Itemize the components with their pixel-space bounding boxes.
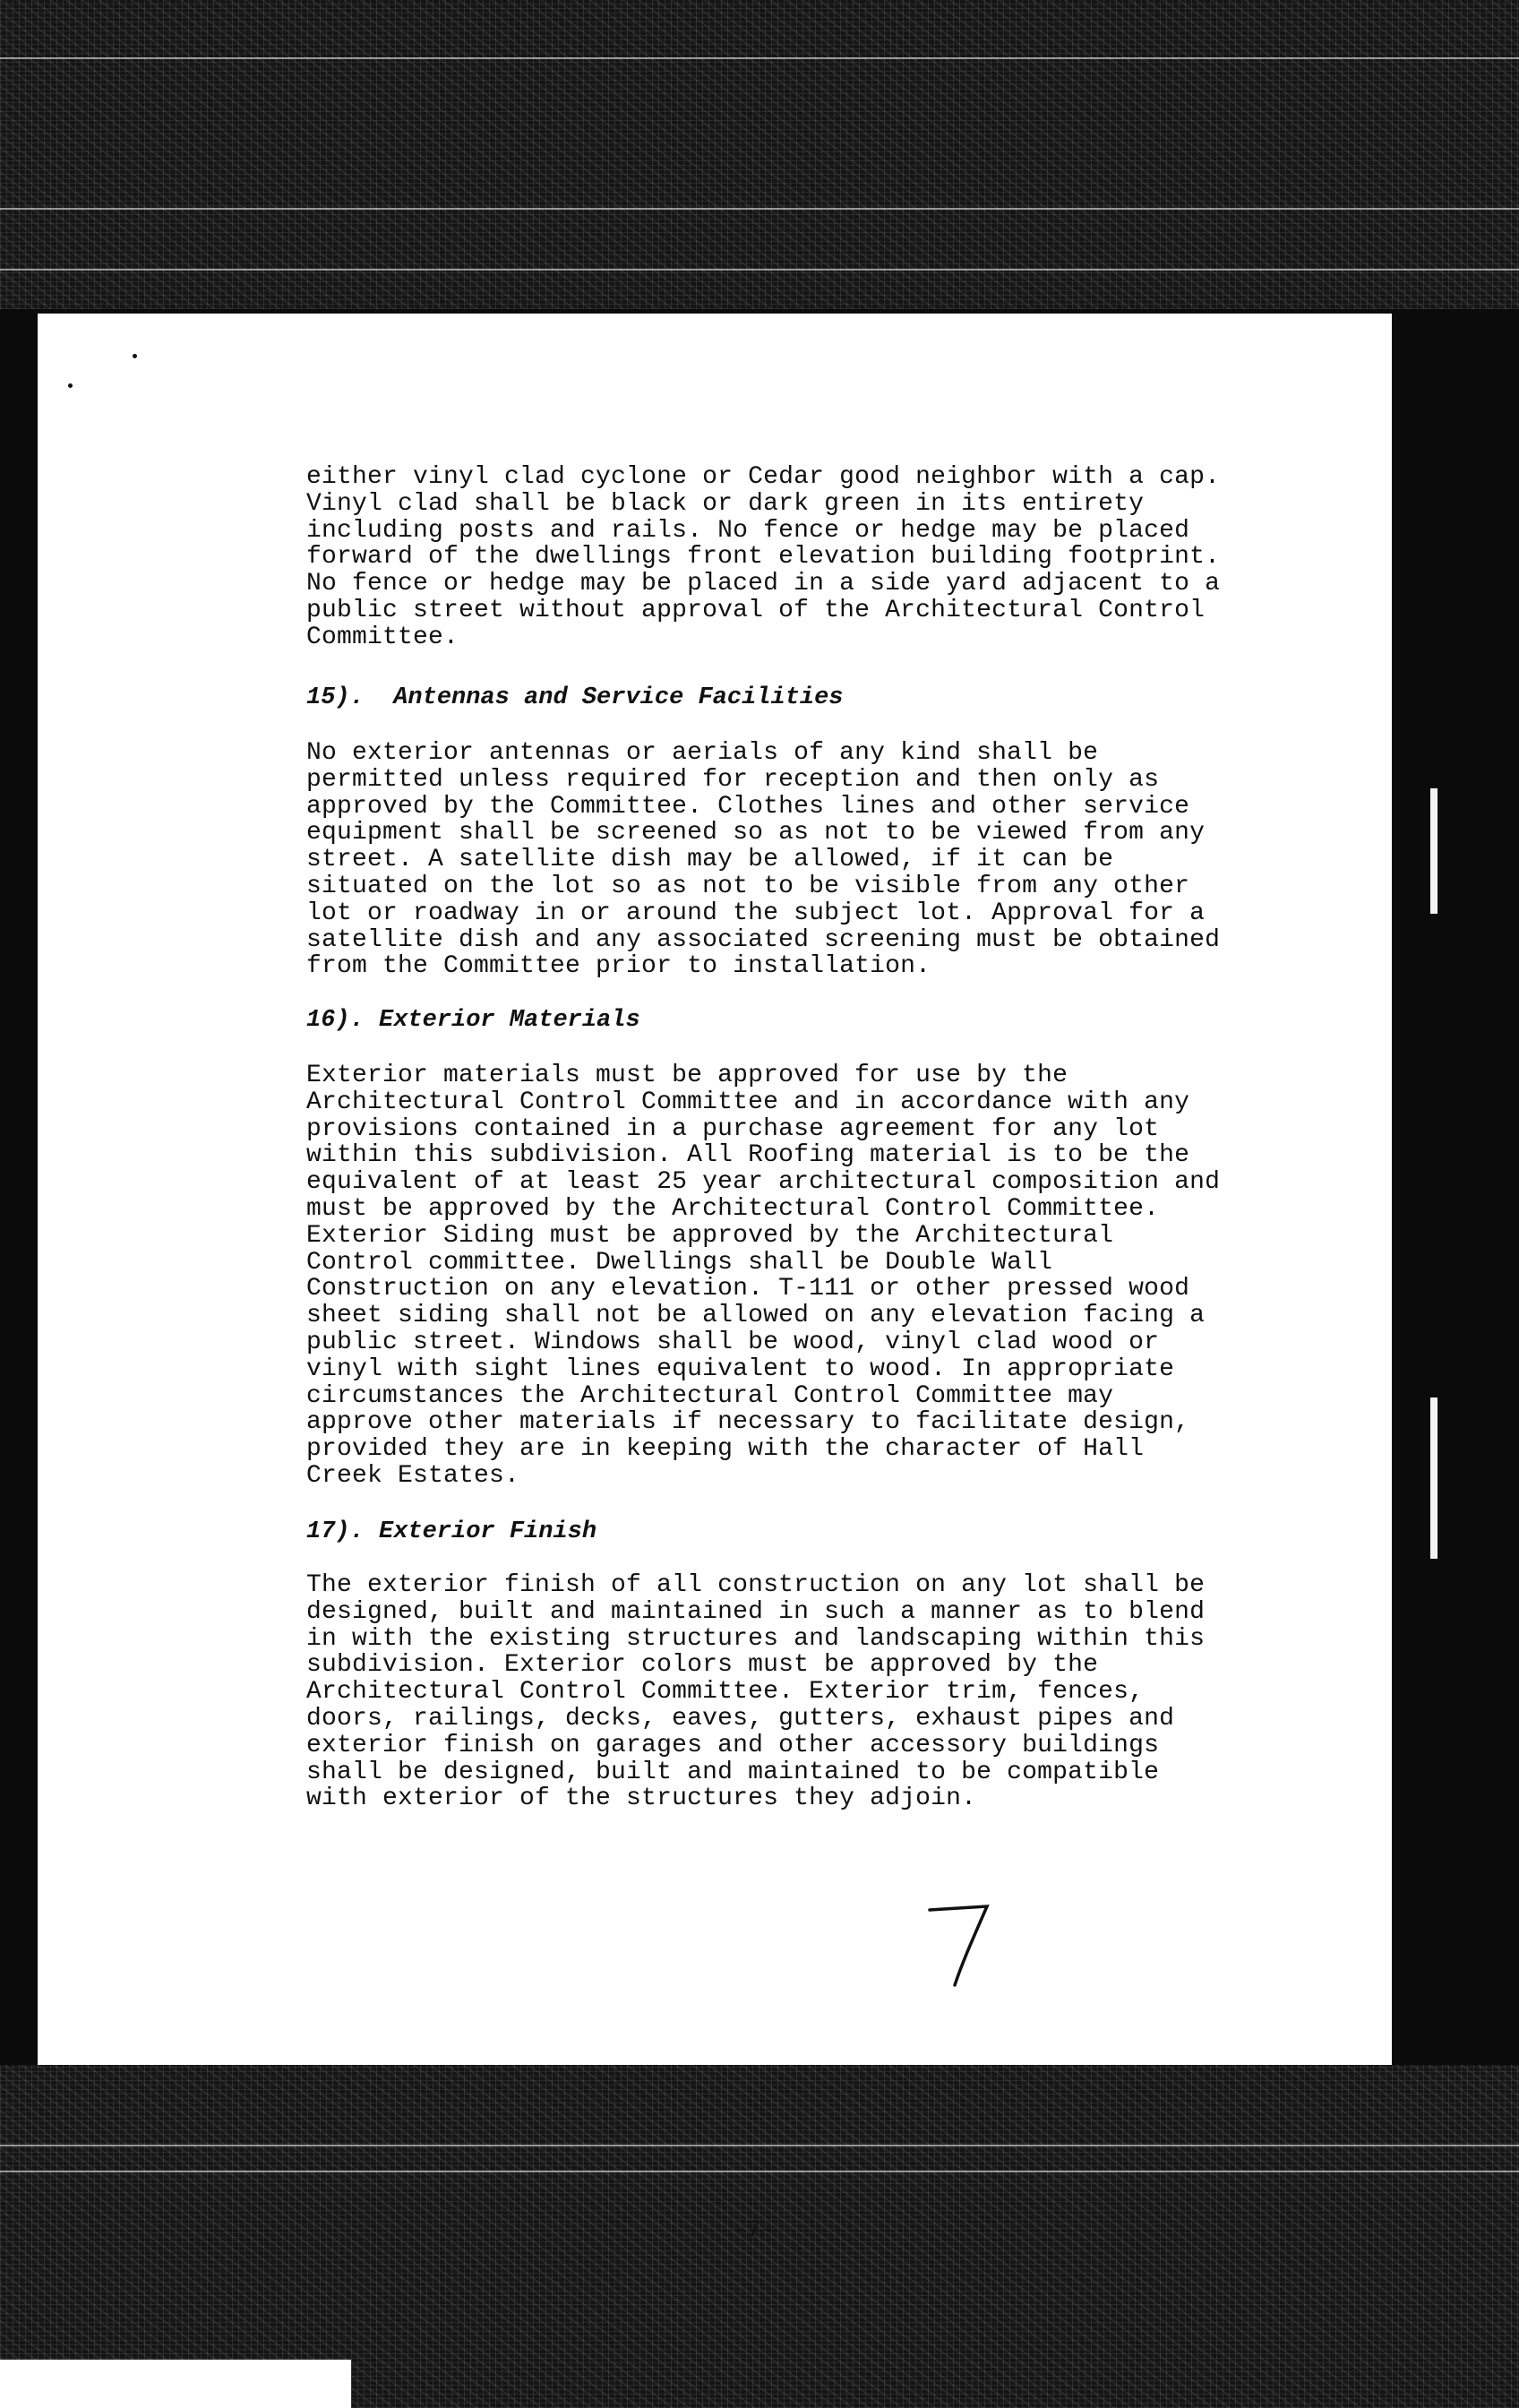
text-line: including posts and rails. No fence or hedge may be placed	[306, 516, 1190, 545]
text-line: street. A satellite dish may be allowed, if it can be	[306, 846, 1114, 874]
section-17-paragraph	[306, 1572, 1309, 1812]
scan-line	[0, 269, 1519, 271]
text-line: No exterior antennas or aerials of any kind shall be	[306, 739, 1099, 767]
text-line: must be approved by the Architectural Control Committee.	[306, 1194, 1160, 1223]
text-line: Vinyl clad shall be black or dark green in its entirety	[306, 489, 1145, 518]
scan-line	[0, 208, 1519, 210]
text-line: either vinyl clad cyclone or Cedar good neighbor with a cap.	[306, 463, 1221, 491]
text-line: provided they are in keeping with the character of Hall	[306, 1435, 1145, 1464]
text-line: designed, built and maintained in such a manner as to blend	[306, 1597, 1206, 1626]
text-line: The exterior finish of all construction on any lot shall be	[306, 1571, 1206, 1599]
margin-mark	[1430, 1398, 1437, 1559]
text-line: Exterior materials must be approved for use by the	[306, 1062, 1068, 1089]
intro-paragraph	[306, 464, 1309, 651]
text-line: Exterior Siding must be approved by the Architectural	[306, 1221, 1114, 1250]
text-line: public street. Windows shall be wood, vinyl clad wood or	[306, 1328, 1160, 1356]
text-line: Control committee. Dwellings shall be Double Wall	[306, 1248, 1053, 1277]
section-16-heading: 16). Exterior Materials	[306, 1007, 640, 1034]
page-number: -7-	[733, 2216, 775, 2243]
text-line: No fence or hedge may be placed in a side yard adjacent to a	[306, 570, 1221, 598]
text-line: doors, railings, decks, eaves, gutters, exhaust pipes and	[306, 1704, 1175, 1733]
text-line: forward of the dwellings front elevation building footprint.	[306, 543, 1221, 572]
text-line: Construction on any elevation. T-111 or other pressed wood	[306, 1275, 1190, 1303]
text-line: with exterior of the structures they adjoin.	[306, 1784, 977, 1813]
section-16-paragraph	[306, 1062, 1309, 1490]
text-line: situated on the lot so as not to be visible from any other	[306, 872, 1190, 900]
scan-line	[0, 57, 1519, 59]
handwritten-page-number	[923, 1899, 1003, 1989]
text-line: approve other materials if necessary to facilitate design,	[306, 1408, 1190, 1437]
text-line: equipment shall be screened so as not to be viewed from any	[306, 819, 1206, 847]
text-line: Committee.	[306, 623, 459, 651]
text-line: permitted unless required for reception and then only as	[306, 765, 1160, 794]
section-15-paragraph	[306, 740, 1309, 980]
scan-noise-top	[0, 0, 1519, 309]
speck	[68, 383, 73, 388]
margin-mark	[1430, 788, 1437, 914]
text-line: satellite dish and any associated screening must be obtained	[306, 925, 1221, 954]
text-line: equivalent of at least 25 year architectural composition and	[306, 1168, 1221, 1197]
text-line: shall be designed, built and maintained to be compatible	[306, 1758, 1160, 1786]
text-line: in with the existing structures and landscaping within this	[306, 1624, 1206, 1653]
text-line: exterior finish on garages and other accessory buildings	[306, 1731, 1160, 1759]
section-15-heading: 15). Antennas and Service Facilities	[306, 684, 844, 711]
text-line: Creek Estates.	[306, 1461, 520, 1490]
text-line: approved by the Committee. Clothes lines and other service	[306, 792, 1190, 821]
text-line: Architectural Control Committee. Exterior trim, fences,	[306, 1678, 1145, 1707]
text-line: subdivision. Exterior colors must be approved by the	[306, 1651, 1099, 1680]
text-line: circumstances the Architectural Control Committee may	[306, 1381, 1114, 1410]
text-line: provisions contained in a purchase agreement for any lot	[306, 1114, 1160, 1143]
speck	[133, 354, 137, 358]
text-line: vinyl with sight lines equivalent to wood. In appropriate	[306, 1354, 1175, 1383]
text-line: lot or roadway in or around the subject lot. Approval for a	[306, 899, 1206, 927]
text-line: within this subdivision. All Roofing material is to be the	[306, 1141, 1190, 1170]
scan-line	[0, 2145, 1519, 2146]
text-line: Architectural Control Committee and in accordance with any	[306, 1088, 1190, 1116]
scan-artifact	[0, 2360, 351, 2408]
document-page	[38, 314, 1392, 2243]
text-line: from the Committee prior to installation.	[306, 952, 931, 981]
section-17-heading: 17). Exterior Finish	[306, 1518, 597, 1545]
text-line: sheet siding shall not be allowed on any elevation facing a	[306, 1302, 1206, 1330]
text-line: public street without approval of the Architectural Control	[306, 596, 1206, 624]
scan-line	[0, 2171, 1519, 2172]
